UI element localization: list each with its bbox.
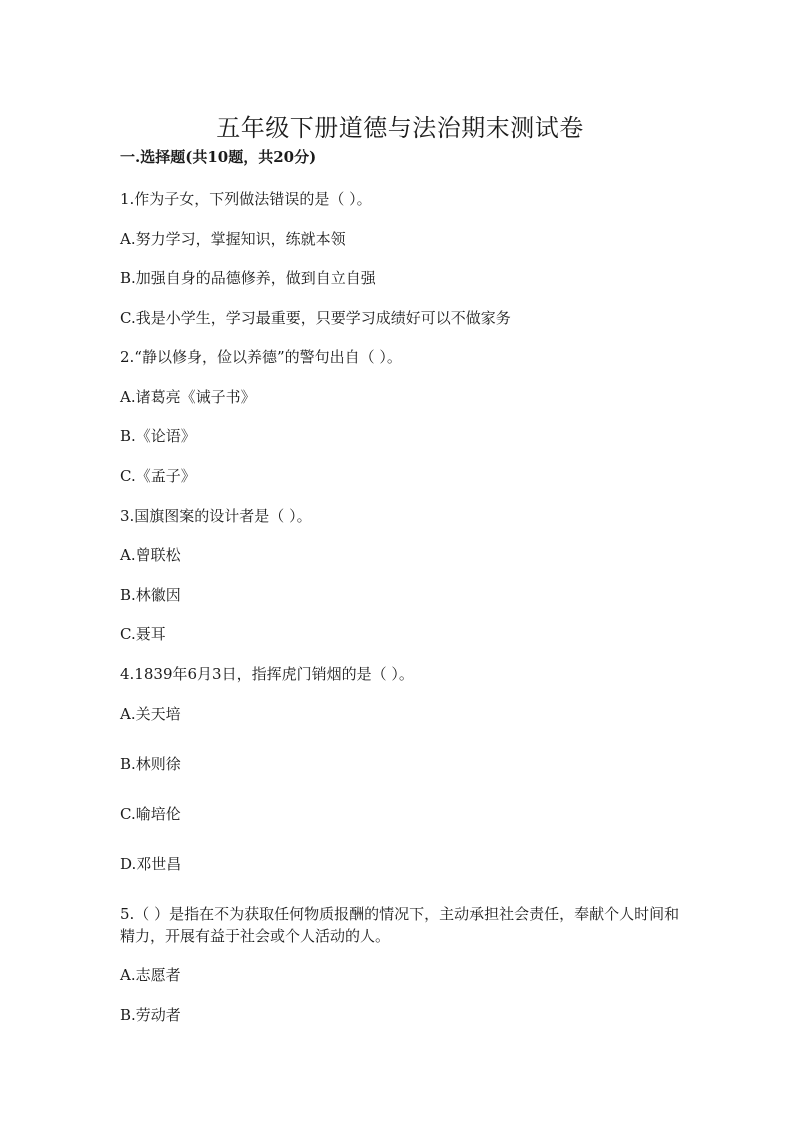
question-option: A.努力学习，掌握知识，练就本领 (120, 230, 346, 248)
question-stem: 5.（ ）是指在不为获取任何物质报酬的情况下，主动承担社会责任，奉献个人时间和精力，开展有益于社会或个人活动的人。 (120, 905, 680, 945)
question-option: D.邓世昌 (120, 855, 182, 873)
question-option: A.诸葛亮《诫子书》 (120, 388, 256, 406)
page-title: 五年级下册道德与法治期末测试卷 (216, 114, 584, 143)
question-stem: 2.“静以修身，俭以养德”的警句出自（ ）。 (120, 348, 402, 366)
question-stem: 3.国旗图案的设计者是（ ）。 (120, 507, 312, 525)
question-option: B.林徽因 (120, 586, 181, 604)
question-option: B.加强自身的品德修养，做到自立自强 (120, 269, 376, 287)
question-option: B.林则徐 (120, 755, 181, 773)
question-stem: 4.1839年6月3日，指挥虎门销烟的是（ ）。 (120, 665, 414, 683)
question-option: A.曾联松 (120, 546, 181, 564)
section-heading: 一.选择题(共10题，共20分) (120, 148, 317, 166)
question-option: C.喻培伦 (120, 805, 181, 823)
question-option: C.聂耳 (120, 625, 166, 643)
question-stem: 1.作为子女，下列做法错误的是（ ）。 (120, 190, 372, 208)
question-option: B.劳动者 (120, 1006, 181, 1024)
question-option: A.志愿者 (120, 966, 181, 984)
question-option: C.《孟子》 (120, 467, 196, 485)
question-option: B.《论语》 (120, 427, 196, 445)
question-option: C.我是小学生，学习最重要，只要学习成绩好可以不做家务 (120, 309, 511, 327)
question-option: A.关天培 (120, 705, 181, 723)
